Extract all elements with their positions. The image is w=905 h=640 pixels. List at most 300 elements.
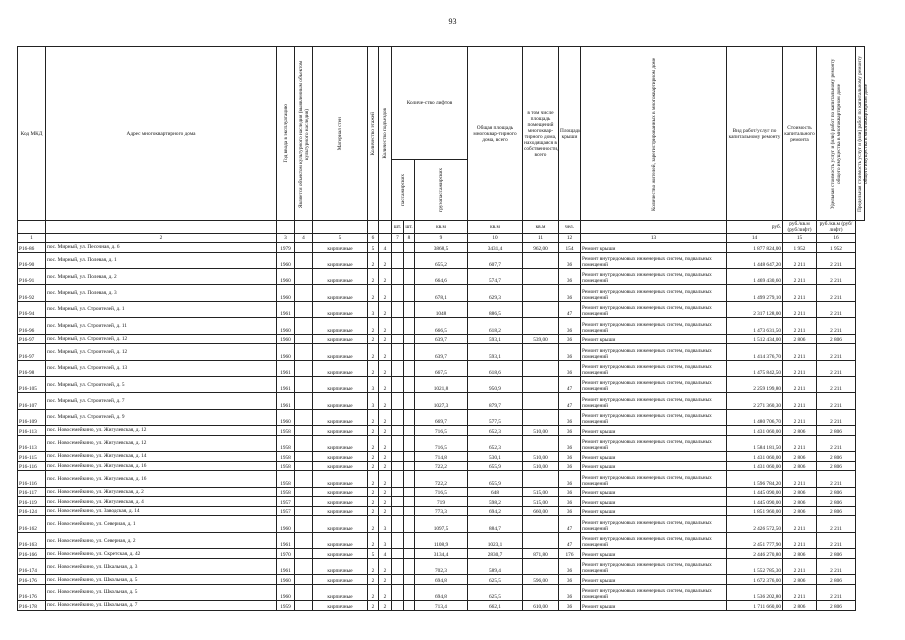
cell-year: 1958 <box>277 452 295 462</box>
cell-elevators-a <box>392 243 404 253</box>
table-row <box>18 435 865 451</box>
cell-heritage <box>295 549 313 559</box>
cell-elevators-a <box>392 575 404 585</box>
cell-limit-cost: 2 211 <box>817 285 856 301</box>
cell-wall-material: кирпичные <box>313 549 368 559</box>
cell-owned-area: 625,5 <box>468 575 523 585</box>
cell-elevators-a <box>392 301 404 317</box>
header-residents: Количество жителей, зарегистрированных в многоквартирном доме <box>650 56 657 211</box>
cell-owned-area: 694,2 <box>468 506 523 516</box>
cell-elevators-a <box>392 344 404 360</box>
cell-wall-material: кирпичные <box>313 393 368 409</box>
cell-entrances: 3 <box>379 532 392 548</box>
cell-work-type: Ремонт внутридомовых инженерных систем, подвальных помещений <box>581 360 727 376</box>
cell-total-area: 639,7 <box>415 344 468 360</box>
cell-entrances: 2 <box>379 461 392 471</box>
cell-repair-cost: 1 445 090,00 <box>727 487 783 497</box>
cell-roof-area <box>523 409 559 425</box>
cell-owned-area: 3431,4 <box>468 243 523 253</box>
cell-mkd-code: Р16-174 <box>18 558 46 574</box>
cell-year: 1961 <box>277 393 295 409</box>
cell-work-type: Ремонт внутридомовых инженерных систем, подвальных помещений <box>581 268 727 284</box>
cell-repair-cost: 2 426 572,50 <box>727 516 783 532</box>
cell-entrances: 2 <box>379 285 392 301</box>
cell-wall-material: кирпичные <box>313 376 368 392</box>
cell-elevators-b <box>404 497 415 507</box>
cell-wall-material: кирпичные <box>313 516 368 532</box>
cell-repair-cost: 2 317 128,00 <box>727 301 783 317</box>
cell-elevators-b <box>404 575 415 585</box>
cell-total-area: 655,2 <box>415 252 468 268</box>
cell-residents: 36 <box>559 558 581 574</box>
cell-elevators-a <box>392 393 404 409</box>
cell-elevators-a <box>392 532 404 548</box>
cell-entrances: 2 <box>379 471 392 487</box>
header-passenger-elevators: пассажирских <box>400 174 406 206</box>
cell-heritage <box>295 558 313 574</box>
cell-work-type: Ремонт внутридомовых инженерных систем, подвальных помещений <box>581 301 727 317</box>
cell-limit-cost: 2 211 <box>817 471 856 487</box>
cell-owned-area: 655,9 <box>468 471 523 487</box>
cell-limit-cost: 2 806 <box>817 461 856 471</box>
cell-residents: 36 <box>559 461 581 471</box>
cell-limit-cost: 2 806 <box>817 549 856 559</box>
cell-owned-area: 618,6 <box>468 360 523 376</box>
cell-total-area: 666,5 <box>415 318 468 334</box>
cell-limit-cost: 2 806 <box>817 426 856 436</box>
cell-total-area: 639,7 <box>415 334 468 344</box>
cell-mkd-code: Р16-109 <box>18 409 46 425</box>
cell-elevators-a <box>392 497 404 507</box>
cell-residents: 36 <box>559 575 581 585</box>
cell-wall-material: кирпичные <box>313 532 368 548</box>
cell-entrances: 2 <box>379 334 392 344</box>
cell-year: 1960 <box>277 318 295 334</box>
cell-elevators-b <box>404 301 415 317</box>
cell-limit-cost: 2 211 <box>817 252 856 268</box>
cell-unit-cost: 2 806 <box>783 575 817 585</box>
cell-entrances: 2 <box>379 268 392 284</box>
cell-elevators-a <box>392 452 404 462</box>
cell-floors: 2 <box>368 558 379 574</box>
cell-elevators-b <box>404 393 415 409</box>
cell-elevators-b <box>404 471 415 487</box>
cell-mkd-code: Р16-116 <box>18 471 46 487</box>
cell-floors: 2 <box>368 516 379 532</box>
unit-sqm: кв.м <box>415 221 468 234</box>
table-row <box>18 426 865 436</box>
cell-residents: 36 <box>559 435 581 451</box>
cell-residents: 47 <box>559 376 581 392</box>
cell-year: 1958 <box>277 487 295 497</box>
cell-residents: 47 <box>559 393 581 409</box>
cell-unit-cost: 2 211 <box>783 516 817 532</box>
cell-address: пос. Мирный, ул. Песочная, д. 6 <box>46 243 277 253</box>
unit-rub-per-sqm: руб./кв.м (руб/лифт) <box>817 221 856 234</box>
cell-floors: 3 <box>368 393 379 409</box>
cell-total-area: 664,6 <box>415 268 468 284</box>
header-entrances: Количество подъездов <box>382 108 388 159</box>
cell-mkd-code: Р16-86 <box>18 243 46 253</box>
cell-repair-cost: 1 431 060,00 <box>727 461 783 471</box>
cell-address: пос. Новосемейкино, ул. Школьная, д. 5 <box>46 584 277 600</box>
cell-total-area: 702,3 <box>415 558 468 574</box>
cell-wall-material: кирпичные <box>313 285 368 301</box>
cell-roof-area: 510,00 <box>523 426 559 436</box>
cell-address: пос. Мирный, ул. Строителей, д. 11 <box>46 318 277 334</box>
cell-unit-cost: 2 211 <box>783 360 817 376</box>
cell-residents: 36 <box>559 409 581 425</box>
cell-mkd-code: Р16-97 <box>18 344 46 360</box>
cell-floors: 5 <box>368 243 379 253</box>
cell-elevators-a <box>392 471 404 487</box>
cell-address: пос. Новосемейкино, ул. Северная, д. 2 <box>46 532 277 548</box>
cell-total-area: 3868,5 <box>415 243 468 253</box>
cell-limit-cost: 1 952 <box>817 243 856 253</box>
header-floors: Количество этажей <box>370 111 376 156</box>
cell-year: 1961 <box>277 376 295 392</box>
cell-wall-material: кирпичные <box>313 268 368 284</box>
cell-mkd-code: Р16-116 <box>18 461 46 471</box>
cell-year: 1960 <box>277 252 295 268</box>
cell-floors: 2 <box>368 334 379 344</box>
cell-elevators-b <box>404 285 415 301</box>
cell-repair-cost: 1 596 784,20 <box>727 471 783 487</box>
cell-wall-material: кирпичные <box>313 360 368 376</box>
cell-heritage <box>295 268 313 284</box>
cell-wall-material: кирпичные <box>313 426 368 436</box>
cell-elevators-b <box>404 487 415 497</box>
cell-work-type: Ремонт крыши <box>581 334 727 344</box>
cell-roof-area: 510,00 <box>523 461 559 471</box>
cell-address: пос. Мирный, ул. Строителей, д. 12 <box>46 344 277 360</box>
cell-total-area: 1021,8 <box>415 376 468 392</box>
cell-residents: 36 <box>559 601 581 611</box>
cell-owned-area: 598,2 <box>468 497 523 507</box>
cell-address: пос. Мирный, ул. Полевая, д. 1 <box>46 252 277 268</box>
cell-heritage <box>295 452 313 462</box>
cell-residents: 36 <box>559 318 581 334</box>
cell-unit-cost: 2 806 <box>783 549 817 559</box>
cell-elevators-a <box>392 376 404 392</box>
unit-pcs: шт. <box>392 221 404 234</box>
cell-owned-area: 530,1 <box>468 452 523 462</box>
cell-work-type: Ремонт крыши <box>581 549 727 559</box>
table-row <box>18 497 865 507</box>
header-unit-cost: Удельная стоимость услуг и (или) работ по капитальному ремонту общего имущества в многоквартирном доме <box>830 58 842 209</box>
cell-roof-area <box>523 268 559 284</box>
cell-floors: 2 <box>368 497 379 507</box>
cell-roof-area: 660,00 <box>523 506 559 516</box>
cell-repair-cost: 1 414 376,70 <box>727 344 783 360</box>
cell-mkd-code: Р16-91 <box>18 268 46 284</box>
table-row <box>18 243 865 253</box>
cell-mkd-code: Р16-119 <box>18 497 46 507</box>
cell-year: 1959 <box>277 601 295 611</box>
cell-elevators-b <box>404 252 415 268</box>
header-elevators: Количе-ство лифтов <box>392 47 468 160</box>
cell-repair-cost: 2 451 777,90 <box>727 532 783 548</box>
header-limit-cost: Предельная стоимость услуг и (или) работ по капитальному ремонту общего имущества в многоквартирном доме <box>857 55 869 212</box>
cell-roof-area <box>523 344 559 360</box>
unit-sqm: кв.м <box>523 221 559 234</box>
cell-heritage <box>295 532 313 548</box>
cell-heritage <box>295 252 313 268</box>
cell-year: 1960 <box>277 516 295 532</box>
table-row <box>18 344 865 360</box>
cell-address: пос. Новосемейкино, ул. Жигулевская, д. 12 <box>46 426 277 436</box>
cell-unit-cost: 2 211 <box>783 301 817 317</box>
cell-work-type: Ремонт внутридомовых инженерных систем, подвальных помещений <box>581 285 727 301</box>
cell-wall-material: кирпичные <box>313 487 368 497</box>
cell-residents: 36 <box>559 252 581 268</box>
cell-total-area: 714,8 <box>415 452 468 462</box>
table-row <box>18 532 865 548</box>
header-owned-area: в том числе площадь помещений многоквар-тирного дома, находящаяся в собственности, всего <box>523 47 559 221</box>
cell-owned-area: 648 <box>468 487 523 497</box>
cell-elevators-a <box>392 601 404 611</box>
cell-elevators-b <box>404 426 415 436</box>
cell-total-area: 716,5 <box>415 435 468 451</box>
cell-mkd-code: Р16-94 <box>18 301 46 317</box>
cell-elevators-a <box>392 461 404 471</box>
cell-heritage <box>295 497 313 507</box>
cell-work-type: Ремонт крыши <box>581 426 727 436</box>
cell-entrances: 2 <box>379 558 392 574</box>
cell-elevators-a <box>392 334 404 344</box>
cell-elevators-a <box>392 285 404 301</box>
cell-total-area: 694,8 <box>415 584 468 600</box>
cell-floors: 2 <box>368 471 379 487</box>
cell-elevators-a <box>392 516 404 532</box>
cell-repair-cost: 1 469 430,60 <box>727 268 783 284</box>
cell-work-type: Ремонт крыши <box>581 506 727 516</box>
cell-total-area: 773,3 <box>415 506 468 516</box>
cell-wall-material: кирпичные <box>313 252 368 268</box>
cell-roof-area: 539,00 <box>523 334 559 344</box>
cell-unit-cost: 2 211 <box>783 252 817 268</box>
cell-owned-area: 593,1 <box>468 334 523 344</box>
cell-residents: 36 <box>559 334 581 344</box>
cell-entrances: 2 <box>379 426 392 436</box>
cell-owned-area: 886,5 <box>468 301 523 317</box>
cell-residents: 36 <box>559 584 581 600</box>
cell-total-area: 713,4 <box>415 601 468 611</box>
header-wall-material: Материал стен <box>337 116 343 151</box>
cell-elevators-b <box>404 409 415 425</box>
cell-work-type: Ремонт крыши <box>581 601 727 611</box>
cell-unit-cost: 2 211 <box>783 471 817 487</box>
cell-elevators-b <box>404 318 415 334</box>
cell-work-type: Ремонт внутридомовых инженерных систем, подвальных помещений <box>581 318 727 334</box>
cell-heritage <box>295 301 313 317</box>
cell-owned-area: 655,9 <box>468 461 523 471</box>
cell-roof-area: 510,00 <box>523 452 559 462</box>
cell-entrances: 2 <box>379 409 392 425</box>
cell-roof-area <box>523 301 559 317</box>
cell-mkd-code: Р16-107 <box>18 393 46 409</box>
cell-residents: 47 <box>559 301 581 317</box>
cell-entrances: 2 <box>379 487 392 497</box>
cell-unit-cost: 2 211 <box>783 318 817 334</box>
cell-owned-area: 574,7 <box>468 268 523 284</box>
cell-unit-cost: 2 211 <box>783 285 817 301</box>
cell-owned-area: 593,1 <box>468 344 523 360</box>
cell-wall-material: кирпичные <box>313 601 368 611</box>
cell-elevators-a <box>392 435 404 451</box>
cell-heritage <box>295 516 313 532</box>
cell-year: 1961 <box>277 532 295 548</box>
cell-roof-area: 610,00 <box>523 601 559 611</box>
cell-owned-area: 950,9 <box>468 376 523 392</box>
cell-elevators-a <box>392 268 404 284</box>
cell-work-type: Ремонт внутридомовых инженерных систем, подвальных помещений <box>581 344 727 360</box>
cell-wall-material: кирпичные <box>313 301 368 317</box>
cell-work-type: Ремонт крыши <box>581 461 727 471</box>
cell-year: 1960 <box>277 268 295 284</box>
cell-work-type: Ремонт внутридомовых инженерных систем, подвальных помещений <box>581 409 727 425</box>
table-row <box>18 601 865 611</box>
cell-wall-material: кирпичные <box>313 584 368 600</box>
cell-heritage <box>295 426 313 436</box>
cell-wall-material: кирпичные <box>313 344 368 360</box>
cell-address: пос. Мирный, ул. Строителей, д. 9 <box>46 409 277 425</box>
cell-total-area: 667,5 <box>415 360 468 376</box>
cell-floors: 2 <box>368 409 379 425</box>
cell-work-type: Ремонт внутридомовых инженерных систем, подвальных помещений <box>581 516 727 532</box>
cell-elevators-a <box>392 506 404 516</box>
cell-floors: 2 <box>368 452 379 462</box>
cell-total-area: 722,2 <box>415 471 468 487</box>
cell-heritage <box>295 506 313 516</box>
unit-sqm: кв.м <box>468 221 523 234</box>
cell-wall-material: кирпичные <box>313 497 368 507</box>
cell-elevators-b <box>404 360 415 376</box>
cell-floors: 2 <box>368 601 379 611</box>
cell-floors: 2 <box>368 285 379 301</box>
cell-wall-material: кирпичные <box>313 243 368 253</box>
cell-entrances: 2 <box>379 584 392 600</box>
unit-people: чел. <box>559 221 581 234</box>
unit-rub: руб. <box>727 221 783 234</box>
cell-residents: 36 <box>559 268 581 284</box>
cell-residents: 47 <box>559 532 581 548</box>
cell-unit-cost: 1 952 <box>783 243 817 253</box>
cell-floors: 2 <box>368 487 379 497</box>
cell-roof-area <box>523 584 559 600</box>
cell-limit-cost: 2 806 <box>817 506 856 516</box>
cell-elevators-a <box>392 252 404 268</box>
cell-residents: 176 <box>559 549 581 559</box>
cell-total-area: 716,5 <box>415 487 468 497</box>
cell-repair-cost: 1 431 060,00 <box>727 426 783 436</box>
cell-elevators-b <box>404 549 415 559</box>
table-body <box>18 243 865 611</box>
cell-address: пос. Новосемейкино, ул. Жигулевская, д. 12 <box>46 435 277 451</box>
cell-repair-cost: 1 552 785,30 <box>727 558 783 574</box>
cell-repair-cost: 1 672 376,00 <box>727 575 783 585</box>
cell-work-type: Ремонт крыши <box>581 487 727 497</box>
cell-wall-material: кирпичные <box>313 461 368 471</box>
cell-residents: 36 <box>559 426 581 436</box>
table-row <box>18 301 865 317</box>
cell-unit-cost: 2 211 <box>783 584 817 600</box>
cell-limit-cost: 2 211 <box>817 318 856 334</box>
cell-work-type: Ремонт внутридомовых инженерных систем, подвальных помещений <box>581 558 727 574</box>
table-row <box>18 558 865 574</box>
cell-entrances: 2 <box>379 252 392 268</box>
cell-wall-material: кирпичные <box>313 452 368 462</box>
cell-owned-area: 577,5 <box>468 409 523 425</box>
cell-total-area: 1027,3 <box>415 393 468 409</box>
header-roof-area: Площадь крыши <box>559 47 581 221</box>
cell-work-type: Ремонт крыши <box>581 575 727 585</box>
table-row <box>18 461 865 471</box>
cell-mkd-code: Р16-113 <box>18 426 46 436</box>
header-code: Код МКД <box>18 47 46 221</box>
cell-mkd-code: Р16-176 <box>18 584 46 600</box>
cell-mkd-code: Р16-166 <box>18 549 46 559</box>
cell-limit-cost: 2 211 <box>817 376 856 392</box>
cell-year: 1961 <box>277 301 295 317</box>
cell-heritage <box>295 376 313 392</box>
cell-heritage <box>295 575 313 585</box>
cell-roof-area <box>523 516 559 532</box>
table-row <box>18 376 865 392</box>
cell-limit-cost: 2 806 <box>817 334 856 344</box>
cell-year: 1958 <box>277 426 295 436</box>
cell-elevators-a <box>392 584 404 600</box>
cell-repair-cost: 2 271 360,30 <box>727 393 783 409</box>
column-numbers-row: 1 2 3 4 5 6 7 8 9 10 11 12 13 14 15 16 <box>18 234 865 243</box>
cell-limit-cost: 2 806 <box>817 452 856 462</box>
table-row <box>18 506 865 516</box>
cell-roof-area <box>523 285 559 301</box>
cell-owned-area: 652,3 <box>468 435 523 451</box>
cell-repair-cost: 1 448 647,20 <box>727 252 783 268</box>
cell-elevators-a <box>392 426 404 436</box>
cell-roof-area <box>523 376 559 392</box>
cell-unit-cost: 2 211 <box>783 268 817 284</box>
cell-mkd-code: Р16-178 <box>18 601 46 611</box>
cell-residents: 36 <box>559 360 581 376</box>
cell-address: пос. Новосемейкино, ул. Школьная, д. 5 <box>46 575 277 585</box>
cell-repair-cost: 1 473 631,50 <box>727 318 783 334</box>
cell-total-area: 1108,9 <box>415 532 468 548</box>
cell-limit-cost: 2 211 <box>817 393 856 409</box>
cell-limit-cost: 2 211 <box>817 435 856 451</box>
header-repair-cost: Стоимость капитального ремонта <box>783 47 817 221</box>
cell-year: 1960 <box>277 334 295 344</box>
cell-elevators-b <box>404 376 415 392</box>
cell-address: пос. Новосемейкино, ул. Жигулевская, д. 14 <box>46 452 277 462</box>
cell-work-type: Ремонт крыши <box>581 243 727 253</box>
cell-floors: 2 <box>368 252 379 268</box>
cell-owned-area: 884,7 <box>468 516 523 532</box>
cell-owned-area: 618,2 <box>468 318 523 334</box>
cell-repair-cost: 2 259 199,80 <box>727 376 783 392</box>
cell-mkd-code: Р16-176 <box>18 575 46 585</box>
cell-mkd-code: Р16-96 <box>18 318 46 334</box>
cell-wall-material: кирпичные <box>313 558 368 574</box>
cell-owned-area: 1023,1 <box>468 532 523 548</box>
cell-unit-cost: 2 211 <box>783 435 817 451</box>
cell-mkd-code: Р16-97 <box>18 334 46 344</box>
cell-owned-area: 662,1 <box>468 601 523 611</box>
cell-wall-material: кирпичные <box>313 435 368 451</box>
cell-address: пос. Новосемейкино, ул. Жигулевская, д. 4 <box>46 497 277 507</box>
cell-roof-area: 962,00 <box>523 243 559 253</box>
